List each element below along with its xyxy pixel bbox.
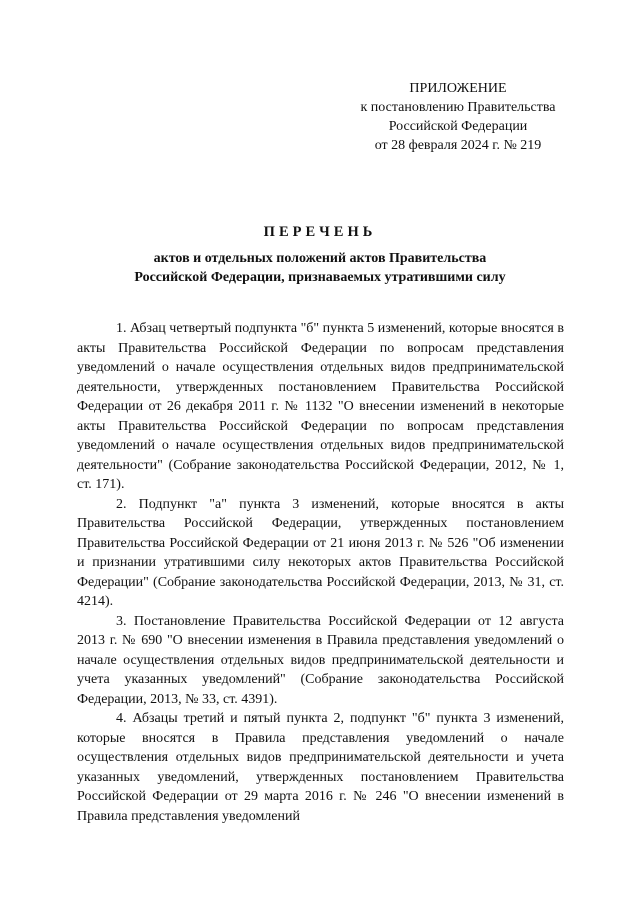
appendix-date-number: от 28 февраля 2024 г. № 219 [374, 138, 542, 153]
list-item-1: 1. Абзац четвертый подпункта "б" пункта 5 изменений, которые вносятся в акты Правительства Российской Федерации по вопросам представления уведомлений о начале осуществления отдельных видов предпринимательской деятельности, утвержденных постановлением Правительства Российской Федерации от 26 декабря 2011 г. № 1132 "О внесении изменений в некоторые акты Правительства Российской Федерации по вопросам представления уведомлений о начале осуществления отдельных видов предпринимательской деятельности" (Собрание законодательства Российской Федерации, 2012, № 1, ст. 171). [77, 321, 564, 492]
appendix-authority: Российской Федерации [388, 119, 528, 134]
appendix-decree-ref: к постановлению Правительства [360, 100, 556, 115]
document-body [77, 319, 564, 826]
appendix-label: ПРИЛОЖЕНИЕ [409, 81, 507, 96]
list-item-3: 3. Постановление Правительства Российской Федерации от 12 августа 2013 г. № 690 "О внесении изменения в Правила представления уведомлений о начале осуществления отдельных видов предпринимательской деятельности и учета указанных уведомлений" (Собрание законодательства Российской Федерации, 2013, № 33, ст. 4391). [77, 613, 564, 707]
subtitle-line-1: актов и отдельных положений актов Правительства [153, 251, 487, 266]
document-title: ПЕРЕЧЕНЬ [263, 224, 377, 240]
list-item-2: 2. Подпункт "а" пункта 3 изменений, которые вносятся в акты Правительства Российской Федерации, утвержденных постановлением Правительства Российской Федерации от 21 июня 2013 г. № 526 "Об изменении и признании утратившими силу некоторых актов Правительства Российской Федерации" (Собрание законодательства Российской Федерации, 2013, № 31, ст. 4214). [77, 496, 564, 609]
list-item-4: 4. Абзацы третий и пятый пункта 2, подпункт "б" пункта 3 изменений, которые вносятся в Правила представления уведомлений о начале осуществления отдельных видов предпринимательской деятельности и учета указанных уведомлений, утвержденных постановлением Правительства Российской Федерации от 29 марта 2016 г. № 246 "О внесении изменений в Правила представления уведомлений [77, 711, 564, 824]
subtitle-line-2: Российской Федерации, признаваемых утратившими силу [134, 270, 506, 285]
appendix-header [330, 79, 586, 155]
document-subtitle [0, 249, 640, 287]
